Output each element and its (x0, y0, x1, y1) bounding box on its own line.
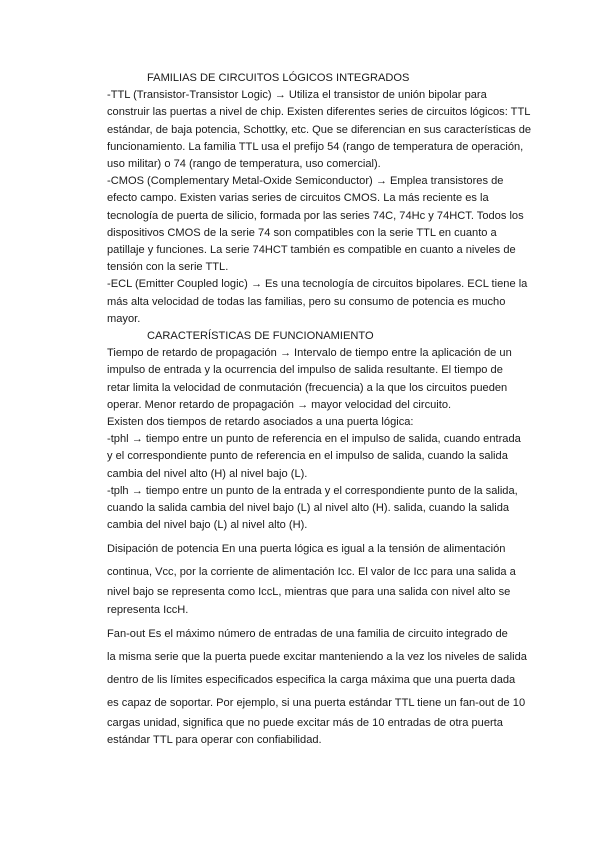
text-line: funcionamiento. La familia TTL usa el prefijo 54 (rango de temperatura de operación, (107, 140, 524, 153)
text-line: uso militar) o 74 (rango de temperatura, uso comercial). (107, 158, 381, 171)
text-line: Disipación de potencia En una puerta lógica es igual a la tensión de alimentación (107, 543, 506, 556)
text-line: Tiempo de retardo de propagación → Intervalo de tiempo entre la aplicación de un (107, 347, 512, 360)
text-line: Fan-out Es el máximo número de entradas de una familia de circuito integrado de (107, 627, 508, 640)
text-line: mayor. (107, 312, 141, 325)
text-line: la misma serie que la puerta puede excitar manteniendo a la vez los niveles de salida (107, 650, 527, 663)
text-line: efecto campo. Existen varias series de circuitos CMOS. La más reciente es la (107, 192, 489, 205)
fanout-section (107, 623, 531, 749)
text-line: -CMOS (Complementary Metal-Oxide Semiconductor) → Emplea transistores de (107, 175, 504, 188)
text-line: cambia del nivel bajo (L) al nivel alto (H). (107, 519, 308, 532)
text-line: construir las puertas a nivel de chip. Existen diferentes series de circuitos lógicos: TTL (107, 106, 531, 119)
text-line: tensión con la serie TTL. (107, 261, 229, 274)
text-line: nivel bajo se representa como IccL, mientras que para una salida con nivel alto se (107, 586, 511, 599)
text-line: -tplh → tiempo entre un punto de la entrada y el correspondiente punto de la salida, (107, 484, 518, 497)
text-line: dentro de lis límites especificados especifica la carga máxima que una puerta dada (107, 673, 516, 686)
characteristics-section (107, 345, 531, 534)
text-line: Existen dos tiempos de retardo asociados a una puerta lógica: (107, 416, 414, 429)
text-line: y el correspondiente punto de referencia en el impulso de salida, cuando la salida (107, 450, 508, 463)
text-line: más alta velocidad de todas las familias, pero su consumo de potencia es mucho (107, 295, 506, 308)
power-section (107, 538, 531, 618)
text-line: impulso de entrada y la ocurrencia del impulso de salida resultante. El tiempo de (107, 364, 503, 377)
text-line: -tphl → tiempo entre un punto de referencia en el impulso de salida, cuando entrada (107, 433, 521, 446)
text-line: -ECL (Emitter Coupled logic) → Es una tecnología de circuitos bipolares. ECL tiene la (107, 278, 528, 291)
text-line: cuando la salida cambia del nivel bajo (L) al nivel alto (H). salida, cuando la salida (107, 502, 510, 515)
document-body (107, 70, 531, 749)
heading-characteristics: CARACTERÍSTICAS DE FUNCIONAMIENTO (147, 330, 374, 343)
heading-families: FAMILIAS DE CIRCUITOS LÓGICOS INTEGRADOS (147, 72, 410, 84)
text-line: tecnología de puerta de silicio, formada por las series 74C, 74Hc y 74HCT. Todos los (107, 209, 524, 222)
text-line: continua, Vcc, por la corriente de alimentación Icc. El valor de Icc para una salida a (107, 566, 516, 579)
text-line: estándar TTL para operar con confiabilidad. (107, 734, 322, 747)
text-line: operar. Menor retardo de propagación → mayor velocidad del circuito. (107, 398, 452, 411)
text-line: patillaje y funciones. La serie 74HCT también es compatible en cuanto a niveles de (107, 244, 516, 257)
text-line: -TTL (Transistor-Transistor Logic) → Utiliza el transistor de unión bipolar para (107, 89, 487, 102)
text-line: es capaz de soportar. Por ejemplo, si una puerta estándar TTL tiene un fan-out de 10 (107, 696, 526, 709)
text-line: representa IccH. (107, 603, 189, 616)
text-line: retar limita la velocidad de conmutación (frecuencia) a la que los circuitos pueden (107, 381, 508, 394)
families-section (107, 87, 531, 328)
text-line: cargas unidad, significa que no puede excitar más de 10 entradas de otra puerta (107, 716, 503, 729)
text-line: dispositivos CMOS de la serie 74 son compatibles con la serie TTL en cuanto a (107, 226, 497, 239)
text-line: estándar, de baja potencia, Schottky, etc. Que se diferencian en sus características de (107, 123, 532, 136)
text-line: cambia del nivel alto (H) al nivel bajo (L). (107, 467, 308, 480)
